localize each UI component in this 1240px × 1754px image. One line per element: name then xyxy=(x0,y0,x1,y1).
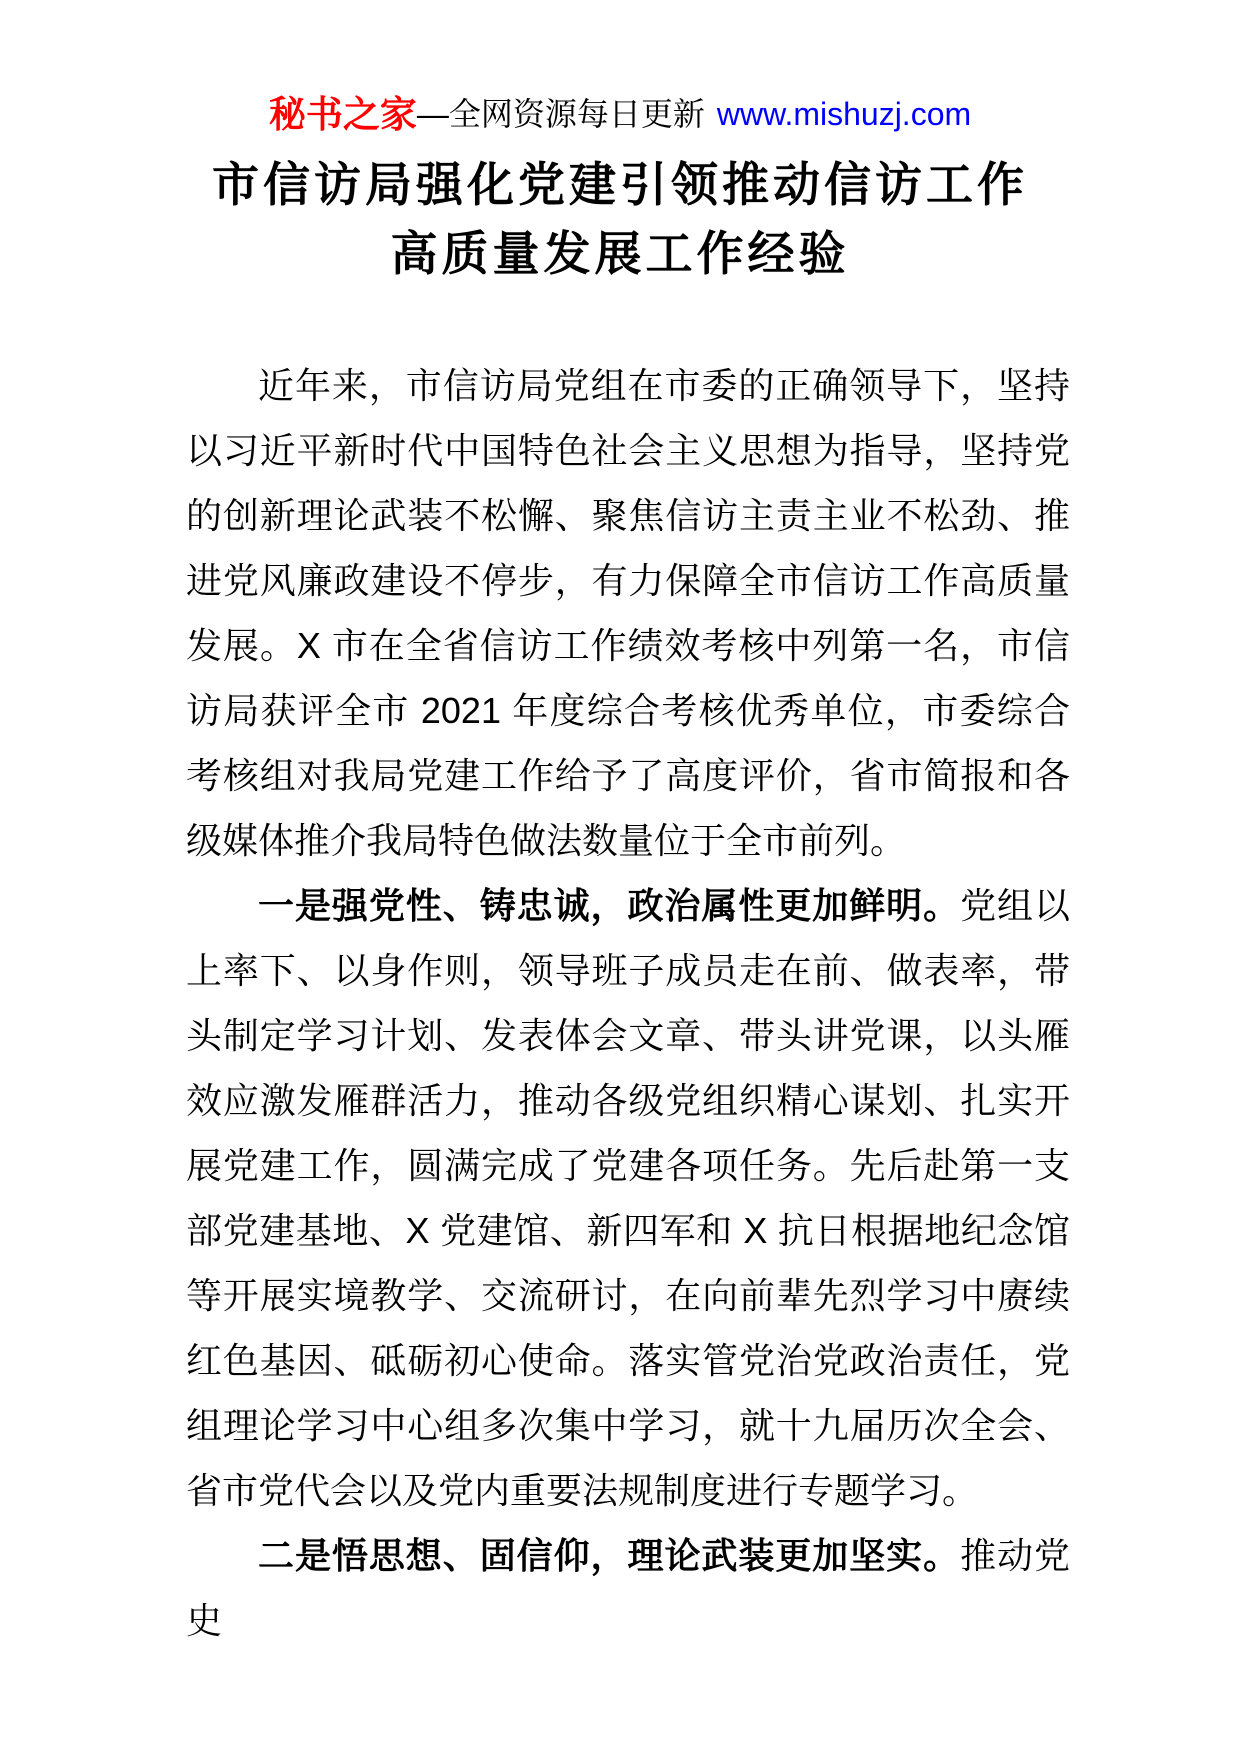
paragraph-text: 党组以上率下、以身作则，领导班子成员走在前、做表率，带头制定学习计划、发表体会文章、带头讲党课，以头雁效应激发雁群活力，推动各级党组织精心谋划、扎实开展党建工作，圆满完成了党建各项任务。先后赴第一支部党建基地、X 党建馆、新四军和 X 抗日根据地纪念馆等开展实境教学、交流研讨，在向前辈先烈学习中赓续红色基因、砥砺初心使命。落实管党治党政治责任，党组理论学习中心组多次集中学习，就十九届历次全会、省市党代会以及党内重要法规制度进行专题学习。 xyxy=(186,885,1070,1511)
paragraph-lead: 一是强党性、铸忠诚，政治属性更加鲜明。 xyxy=(258,885,961,926)
document-body xyxy=(186,353,1070,1653)
paragraph xyxy=(186,353,1070,873)
site-tagline: —全网资源每日更新 xyxy=(416,96,705,132)
document-title-line1: 市信访局强化党建引领推动信访工作 xyxy=(212,158,1028,211)
document-title-line2: 高质量发展工作经验 xyxy=(390,227,850,280)
site-url-link[interactable]: www.mishuzj.com xyxy=(716,96,972,132)
paragraph xyxy=(186,1523,1070,1653)
paragraph-text: 近年来，市信访局党组在市委的正确领导下，坚持以习近平新时代中国特色社会主义思想为指导，坚持党的创新理论武装不松懈、聚焦信访主责主业不松劲、推进党风廉政建设不停步，有力保障全市信访工作高质量发展。X 市在全省信访工作绩效考核中列第一名，市信访局获评全市 2021 年度综合考核优秀单位，市委综合考核组对我局党建工作给予了高度评价，省市简报和各级媒体推介我局特色做法数量位于全市前列。 xyxy=(186,365,1070,861)
site-brand: 秘书之家 xyxy=(268,94,417,135)
paragraph xyxy=(186,873,1070,1523)
page-header xyxy=(120,92,1120,137)
document-title xyxy=(70,150,1170,288)
paragraph-lead: 二是悟思想、固信仰，理论武装更加坚实。 xyxy=(258,1535,961,1576)
paragraph-text: 推动党史 xyxy=(186,1535,1070,1641)
